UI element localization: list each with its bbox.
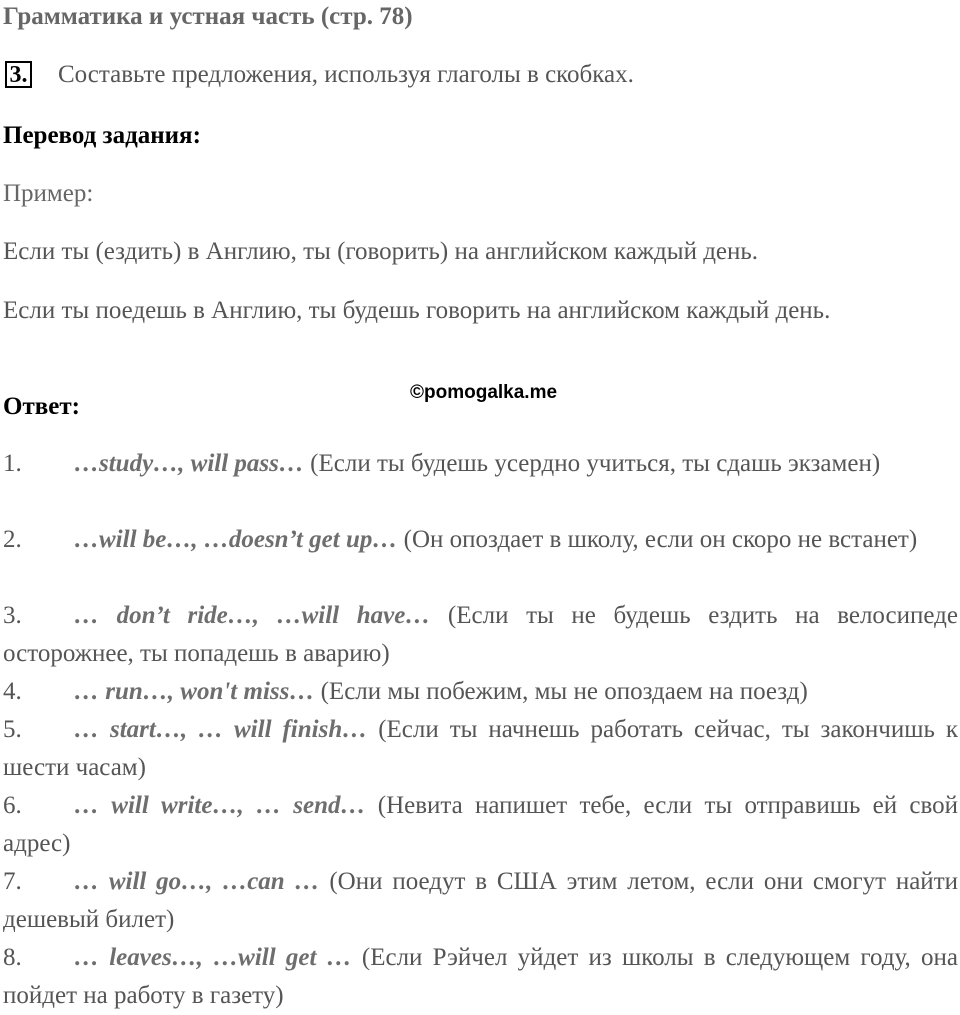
answer-translation: (Невита напишет тебе, если ты отправишь ей свой адрес) <box>3 792 958 857</box>
answer-item <box>3 521 958 559</box>
example-question: Если ты (ездить) в Англию, ты (говорить) на английском каждый день. <box>3 238 759 265</box>
example-label: Пример: <box>3 180 94 207</box>
answer-verbs: … run…, won't miss… <box>74 678 315 705</box>
answer-item <box>3 787 958 863</box>
answer-number: 4. <box>3 678 22 705</box>
task-number-box: 3. <box>5 61 32 88</box>
answer-verbs: …study…, will pass… <box>74 450 304 477</box>
answer-item <box>3 597 958 673</box>
answer-number: 2. <box>3 526 22 553</box>
watermark-text: ©pomogalka.me <box>410 382 558 403</box>
task-text: Составьте предложения, используя глаголы в скобках. <box>58 61 634 88</box>
answer-translation: (Если ты не будешь ездить на велосипеде осторожнее, ты попадешь в аварию) <box>3 602 958 667</box>
example-answer: Если ты поедешь в Англию, ты будешь говорить на английском каждый день. <box>3 297 831 324</box>
answer-verbs: …will be…, …doesn’t get up… <box>74 526 398 553</box>
answer-number: 7. <box>3 868 22 895</box>
answer-translation: (Если мы побежим, мы не опоздаем на поезд) <box>320 678 808 705</box>
answer-item <box>3 939 958 1015</box>
translation-heading: Перевод задания: <box>3 122 201 149</box>
answer-verbs: … will go…, …can … <box>74 868 320 895</box>
answer-item <box>3 863 958 939</box>
answer-number: 5. <box>3 716 22 743</box>
answer-translation: (Он опоздает в школу, если он скоро не встанет) <box>403 526 918 553</box>
answer-translation: (Если ты начнешь работать сейчас, ты закончишь к шести часам) <box>3 716 958 781</box>
answer-item <box>3 673 958 711</box>
answer-number: 3. <box>3 602 22 629</box>
answer-translation: (Если Рэйчел уйдет из школы в следующем году, она пойдет на работу в газету) <box>3 944 958 1009</box>
answer-number: 6. <box>3 792 22 819</box>
answer-item <box>3 445 958 483</box>
answer-number: 1. <box>3 450 22 477</box>
answer-item <box>3 711 958 787</box>
answer-translation: (Они поедут в США этим летом, если они смогут найти дешевый билет) <box>3 868 958 933</box>
answer-verbs: … will write…, … send… <box>74 792 366 819</box>
page-title: Грамматика и устная часть (стр. 78) <box>3 3 413 30</box>
answer-heading: Ответ: <box>3 393 80 420</box>
answer-translation: (Если ты будешь усердно учиться, ты сдашь экзамен) <box>310 450 881 477</box>
answer-number: 8. <box>3 944 22 971</box>
answer-verbs: … leaves…, …will get … <box>74 944 352 971</box>
answer-verbs: … start…, … will finish… <box>74 716 368 743</box>
answer-verbs: … don’t ride…, …will have… <box>74 602 431 629</box>
